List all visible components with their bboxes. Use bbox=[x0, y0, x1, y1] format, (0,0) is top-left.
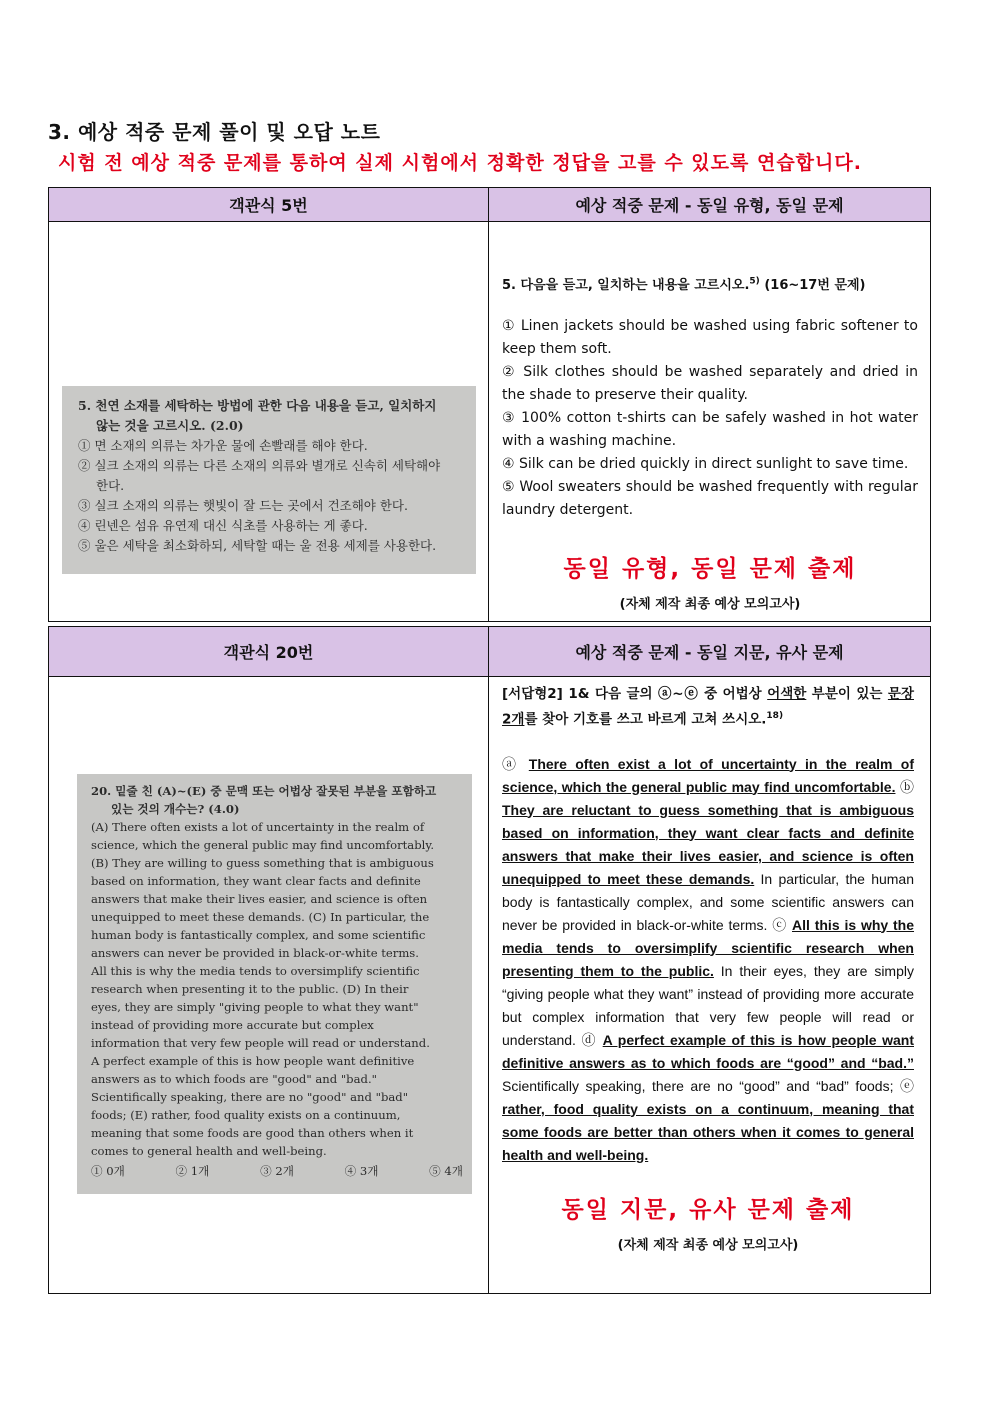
scan-passage-line: based on information, they want clear facts and definite bbox=[91, 874, 421, 888]
predicted-question-title: [서답형2] 1& 다음 글의 ⓐ~ⓔ 중 어법상 어색한 부분이 있는 문장 2개를 찾아 기호를 쓰고 바르게 고쳐 쓰시오.$^{18)}$ bbox=[502, 686, 914, 728]
section-subheading: 시험 전 예상 적중 문제를 통하여 실제 시험에서 정확한 정답을 고를 수 있도록 연습합니다. bbox=[58, 152, 862, 174]
scan-option-2b: 한다. bbox=[96, 478, 125, 493]
scan-choices bbox=[91, 1162, 463, 1180]
scan-passage-line: research when presenting it to the public. (D) In their bbox=[91, 982, 409, 996]
scanned-question-image bbox=[77, 774, 472, 1194]
sentence-d: A perfect example of this is how people want definitive answers as to which foods are “good” and “bad.” bbox=[502, 1031, 914, 1071]
scan-question-line1: 20. 밑줄 친 (A)~(E) 중 문맥 또는 어법상 잘못된 부분을 포함하고 bbox=[91, 784, 437, 798]
right-header: 예상 적중 문제 - 동일 지문, 유사 문제 bbox=[489, 627, 931, 677]
scan-option-1: ① 면 소재의 의류는 차가운 물에 손빨래를 해야 한다. bbox=[78, 438, 368, 453]
predicted-question-cell bbox=[489, 677, 931, 1294]
scan-passage-line: eyes, they are simply "giving people to what they want" bbox=[91, 1000, 419, 1014]
sentence-a: There often exist a lot of uncertainty in the realm of science, which the general public may find uncomfortable. bbox=[502, 755, 914, 795]
scan-option-3: ③ 실크 소재의 의류는 햇빛이 잘 드는 곳에서 건조해야 한다. bbox=[78, 498, 408, 513]
option-3: ③ 100% cotton t-shirts can be safely washed in hot water with a washing machine. bbox=[502, 410, 918, 449]
original-question-cell bbox=[49, 222, 489, 622]
scan-passage-line: answers that make their lives easier, and science is often bbox=[91, 892, 428, 906]
left-header: 객관식 5번 bbox=[49, 188, 489, 222]
section-heading: 3. 예상 적중 문제 풀이 및 오답 노트 bbox=[48, 120, 381, 144]
comparison-table-1 bbox=[48, 187, 931, 622]
scan-passage-line: comes to general health and well-being. bbox=[91, 1144, 327, 1158]
scan-choice-2: ② 1개 bbox=[175, 1164, 210, 1178]
sentence-e: rather, food quality exists on a continuum, meaning that some foods are better than others when it comes to general health and well-being. bbox=[502, 1100, 914, 1163]
source-note: (자체 제작 최종 예상 모의고사) bbox=[617, 1237, 799, 1253]
scan-choice-5: ⑤ 4개 bbox=[429, 1164, 463, 1178]
scan-option-2a: ② 실크 소재의 의류는 다른 소재의 의류와 별개로 신속히 세탁해야 bbox=[78, 458, 441, 473]
predicted-question-cell bbox=[489, 222, 931, 622]
scan-passage-line: unequipped to meet these demands. (C) In particular, the bbox=[91, 910, 430, 924]
predicted-question-title: 5. 다음을 듣고, 일치하는 내용을 고르시오.$^{5)}$ (16~17번 문제) bbox=[502, 276, 866, 293]
scan-choice-4: ④ 3개 bbox=[344, 1164, 379, 1178]
scan-passage-line: (A) There often exists a lot of uncertainty in the realm of bbox=[91, 820, 425, 834]
scan-choice-1: ① 0개 bbox=[91, 1164, 125, 1178]
option-1: ① Linen jackets should be washed using fabric softener to keep them soft. bbox=[502, 318, 918, 357]
right-header: 예상 적중 문제 - 동일 유형, 동일 문제 bbox=[489, 188, 931, 222]
scan-passage-line: (B) They are willing to guess something that is ambiguous bbox=[91, 856, 434, 870]
scan-passage-line: science, which the general public may find uncomfortably. bbox=[91, 838, 435, 852]
source-note: (자체 제작 최종 예상 모의고사) bbox=[619, 597, 801, 612]
scan-passage-line: human body is fantastically complex, and some scientific bbox=[91, 928, 426, 942]
scan-question-line1: 5. 천연 소재를 세탁하는 방법에 관한 다음 내용을 듣고, 일치하지 bbox=[78, 398, 437, 413]
scan-passage-line: All this is why the media tends to oversimplify scientific bbox=[91, 964, 420, 978]
scan-passage-line: A perfect example of this is how people want definitive bbox=[91, 1054, 415, 1068]
scan-option-5: ⑤ 울은 세탁을 최소화하되, 세탁할 때는 울 전용 세제를 사용한다. bbox=[78, 538, 437, 553]
sentence-c: All this is why the media tends to oversimplify scientific research when presenting them to the public. bbox=[502, 916, 915, 979]
scan-passage-line: answers can never be provided in black-or-white terms. bbox=[91, 946, 419, 960]
tagline: 동일 지문, 유사 문제 출제 bbox=[561, 1196, 855, 1223]
sentence-b: They are reluctant to guess something that is ambiguous based on information, they want clear facts and definite answers that make their lives easier, and science is often unequipped to meet these demands. bbox=[502, 801, 914, 887]
scan-passage-line: meaning that some foods are good than others when it bbox=[91, 1126, 414, 1140]
scan-passage-line: answers as to which foods are "good" and "bad." bbox=[91, 1072, 377, 1086]
predicted-passage: ⓐ There often exist a lot of uncertainty in the realm of science, which the general public may find uncomfortable. ⓑ They are reluctant to guess something that is ambiguous based on information, they want clear facts and definite answers that make their lives easier, and science is often unequipped to meet these demands. In particular, the human body is fantastically complex, and some scientific answers can never be provided in black-or-white terms. ⓒ All this is why the media tends to oversimplify scientific research when presenting them to the public. In their eyes, they are simply “giving people what they want” instead of providing more accurate but complex information that very few people will read or understand. ⓓ A perfect example of this is how people want definitive answers as to which foods are “good” and “bad.” Scientifically speaking, there are no “good” and “bad” foods; ⓔ rather, food quality exists on a continuum, meaning that some foods are better than others when it comes to general health and well-being. bbox=[502, 755, 915, 1163]
option-5: ⑤ Wool sweaters should be washed frequently with regular laundry detergent. bbox=[502, 479, 918, 518]
scan-option-4: ④ 린넨은 섬유 유연제 대신 식초를 사용하는 게 좋다. bbox=[78, 518, 368, 533]
option-4: ④ Silk can be dried quickly in direct sunlight to save time. bbox=[502, 456, 909, 472]
scan-choice-3: ③ 2개 bbox=[260, 1164, 294, 1178]
scan-passage bbox=[91, 818, 463, 1160]
scanned-question-image bbox=[62, 386, 476, 574]
option-2: ② Silk clothes should be washed separately and dried in the shade to preserve their quality. bbox=[502, 364, 918, 403]
scan-passage-line: foods; (E) rather, food quality exists on a continuum, bbox=[91, 1108, 401, 1122]
left-header: 객관식 20번 bbox=[49, 627, 489, 677]
scan-passage-line: instead of providing more accurate but complex bbox=[91, 1018, 374, 1032]
scan-question-line2: 않는 것을 고르시오. (2.0) bbox=[96, 418, 244, 433]
tagline: 동일 유형, 동일 문제 출제 bbox=[563, 556, 857, 582]
scan-passage-line: information that very few people will read or understand. bbox=[91, 1036, 430, 1050]
comparison-table-2 bbox=[48, 626, 931, 1294]
scan-question-line2: 있는 것의 개수는? (4.0) bbox=[111, 802, 240, 816]
original-question-cell bbox=[49, 677, 489, 1294]
scan-passage-line: Scientifically speaking, there are no "good" and "bad" bbox=[91, 1090, 409, 1104]
